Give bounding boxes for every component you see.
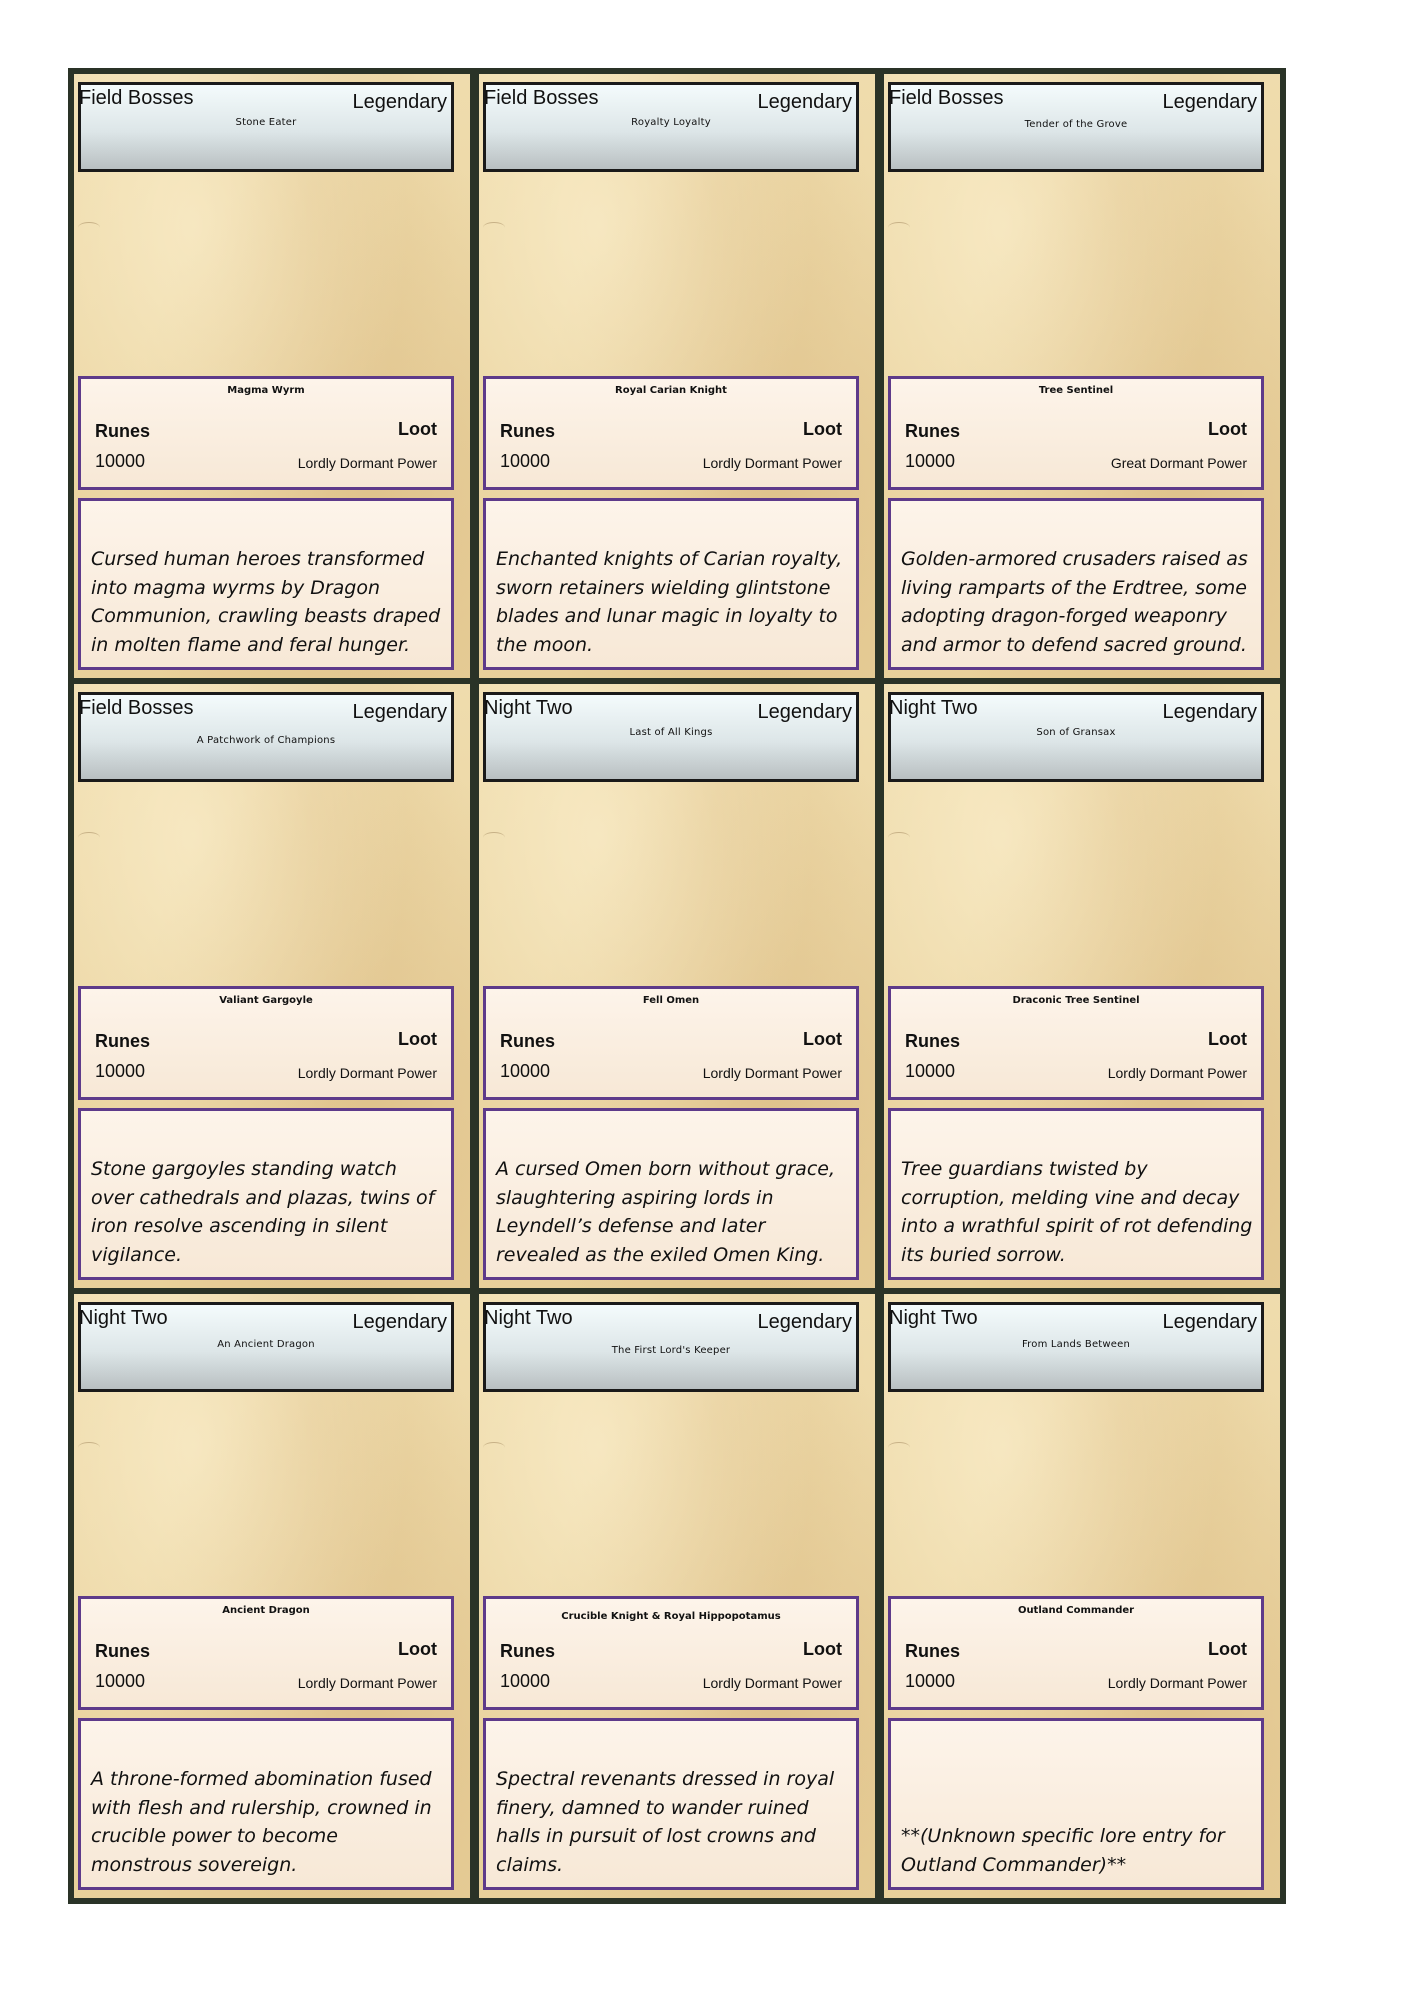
card-rarity: Legendary	[352, 91, 447, 113]
loot-label: Loot	[803, 1029, 842, 1049]
lore-box	[888, 1718, 1264, 1890]
lore-text: A throne-formed abomination fused with flesh and rulership, crowned in crucible power to become monstrous sovereign.	[91, 1768, 432, 1876]
boss-card	[884, 684, 1280, 1288]
card-rarity: Legendary	[352, 1311, 447, 1333]
runes-label: Runes	[905, 421, 961, 441]
loot-value: Lordly Dormant Power	[702, 1675, 842, 1691]
loot-label: Loot	[803, 419, 842, 439]
lore-text: Cursed human heroes transformed into magma wyrms by Dragon Communion, crawling beasts draped in molten flame and feral hunger.	[91, 548, 441, 656]
lore-box	[888, 1108, 1264, 1280]
loot-value: Lordly Dormant Power	[702, 455, 842, 471]
runes-value: 10000	[95, 1671, 146, 1691]
stats-box	[78, 376, 454, 490]
card-grid	[74, 74, 1280, 1898]
loot-value: Lordly Dormant Power	[1107, 1065, 1247, 1081]
lore-box	[78, 1108, 454, 1280]
runes-label: Runes	[905, 1031, 961, 1051]
lore-text: Golden-armored crusaders raised as living ramparts of the Erdtree, some adopting dragon-forged weaponry and armor to defend sacred ground.	[901, 548, 1248, 656]
loot-label: Loot	[803, 1639, 842, 1659]
parchment-texture	[78, 832, 100, 843]
card-title: From Lands Between	[1021, 1339, 1131, 1350]
card-title: The First Lord's Keeper	[611, 1345, 731, 1356]
card-banner	[888, 82, 1264, 172]
card-title: An Ancient Dragon	[217, 1339, 315, 1350]
parchment-texture	[78, 222, 100, 233]
card-title: Tender of the Grove	[1024, 119, 1128, 130]
card-title: Stone Eater	[235, 117, 297, 128]
stats-box	[888, 376, 1264, 490]
card-sheet	[68, 68, 1286, 1904]
card-category: Field Bosses	[484, 87, 599, 109]
lore-box	[78, 498, 454, 670]
card-banner	[78, 1302, 454, 1392]
lore-text: **(Unknown specific lore entry for Outland Commander)**	[901, 1825, 1225, 1876]
boss-name: Fell Omen	[642, 995, 700, 1006]
loot-value: Great Dormant Power	[1110, 455, 1247, 471]
runes-label: Runes	[95, 421, 151, 441]
runes-label: Runes	[500, 1031, 556, 1051]
card-category: Field Bosses	[79, 87, 194, 109]
stats-box	[78, 1596, 454, 1710]
parchment-texture	[483, 222, 505, 233]
lore-text: Enchanted knights of Carian royalty, sworn retainers wielding glintstone blades and lunar magic in loyalty to the moon.	[496, 548, 843, 656]
card-title: Royalty Loyalty	[631, 117, 711, 128]
runes-value: 10000	[95, 1061, 146, 1081]
loot-label: Loot	[1208, 1639, 1247, 1659]
stats-box	[888, 1596, 1264, 1710]
loot-value: Lordly Dormant Power	[297, 1675, 437, 1691]
loot-value: Lordly Dormant Power	[1107, 1675, 1247, 1691]
card-rarity: Legendary	[352, 701, 447, 723]
card-banner	[78, 692, 454, 782]
boss-name: Draconic Tree Sentinel	[1012, 995, 1140, 1006]
boss-card	[74, 1294, 470, 1898]
parchment-texture	[888, 832, 910, 843]
lore-text: A cursed Omen born without grace, slaughtering aspiring lords in Leyndell’s defense and later revealed as the exiled Omen King.	[496, 1158, 835, 1266]
loot-value: Lordly Dormant Power	[297, 1065, 437, 1081]
stats-box	[483, 986, 859, 1100]
boss-name: Tree Sentinel	[1038, 385, 1114, 396]
boss-name: Magma Wyrm	[227, 385, 305, 396]
runes-label: Runes	[905, 1641, 961, 1661]
loot-label: Loot	[1208, 419, 1247, 439]
card-category: Field Bosses	[79, 697, 194, 719]
loot-value: Lordly Dormant Power	[702, 1065, 842, 1081]
runes-value: 10000	[500, 1671, 551, 1691]
card-category: Night Two	[484, 697, 573, 719]
loot-label: Loot	[1208, 1029, 1247, 1049]
runes-value: 10000	[95, 451, 146, 471]
loot-label: Loot	[398, 419, 437, 439]
runes-value: 10000	[500, 451, 551, 471]
boss-card	[479, 684, 875, 1288]
card-category: Night Two	[889, 697, 978, 719]
parchment-texture	[78, 1442, 100, 1453]
card-banner	[483, 82, 859, 172]
loot-label: Loot	[398, 1029, 437, 1049]
card-category: Night Two	[484, 1307, 573, 1329]
card-banner	[888, 1302, 1264, 1392]
card-title: A Patchwork of Champions	[196, 735, 336, 746]
lore-box	[483, 1718, 859, 1890]
runes-label: Runes	[95, 1031, 151, 1051]
runes-value: 10000	[905, 1061, 956, 1081]
card-title: Last of All Kings	[629, 727, 713, 738]
parchment-texture	[483, 832, 505, 843]
card-category: Night Two	[79, 1307, 168, 1329]
runes-label: Runes	[95, 1641, 151, 1661]
lore-box	[78, 1718, 454, 1890]
stats-box	[78, 986, 454, 1100]
boss-name: Valiant Gargoyle	[219, 995, 313, 1006]
card-banner	[78, 82, 454, 172]
card-banner	[483, 1302, 859, 1392]
card-rarity: Legendary	[757, 701, 852, 723]
boss-name: Crucible Knight & Royal Hippopotamus	[561, 1611, 781, 1622]
parchment-texture	[888, 222, 910, 233]
boss-name: Royal Carian Knight	[615, 385, 727, 396]
lore-text: Spectral revenants dressed in royal finery, damned to wander ruined halls in pursuit of lost crowns and claims.	[496, 1768, 835, 1876]
boss-card	[884, 74, 1280, 678]
card-banner	[483, 692, 859, 782]
loot-value: Lordly Dormant Power	[297, 455, 437, 471]
parchment-texture	[483, 1442, 505, 1453]
lore-box	[483, 498, 859, 670]
card-rarity: Legendary	[1162, 701, 1257, 723]
boss-card	[479, 74, 875, 678]
loot-label: Loot	[398, 1639, 437, 1659]
runes-label: Runes	[500, 421, 556, 441]
card-rarity: Legendary	[757, 91, 852, 113]
stats-box	[483, 1596, 859, 1710]
lore-box	[483, 1108, 859, 1280]
boss-card	[74, 74, 470, 678]
card-banner	[888, 692, 1264, 782]
runes-label: Runes	[500, 1641, 556, 1661]
card-category: Field Bosses	[889, 87, 1004, 109]
boss-name: Ancient Dragon	[222, 1605, 310, 1616]
lore-text: Stone gargoyles standing watch over cathedrals and plazas, twins of iron resolve ascending in silent vigilance.	[91, 1158, 435, 1266]
card-rarity: Legendary	[1162, 1311, 1257, 1333]
boss-name: Outland Commander	[1017, 1605, 1135, 1616]
card-rarity: Legendary	[757, 1311, 852, 1333]
parchment-texture	[888, 1442, 910, 1453]
runes-value: 10000	[500, 1061, 551, 1081]
card-rarity: Legendary	[1162, 91, 1257, 113]
runes-value: 10000	[905, 1671, 956, 1691]
runes-value: 10000	[905, 451, 956, 471]
boss-card	[884, 1294, 1280, 1898]
boss-card	[74, 684, 470, 1288]
lore-text: Tree guardians twisted by corruption, melding vine and decay into a wrathful spirit of rot defending its buried sorrow.	[901, 1158, 1253, 1266]
stats-box	[888, 986, 1264, 1100]
card-category: Night Two	[889, 1307, 978, 1329]
boss-card	[479, 1294, 875, 1898]
card-title: Son of Gransax	[1036, 727, 1116, 738]
stats-box	[483, 376, 859, 490]
lore-box	[888, 498, 1264, 670]
